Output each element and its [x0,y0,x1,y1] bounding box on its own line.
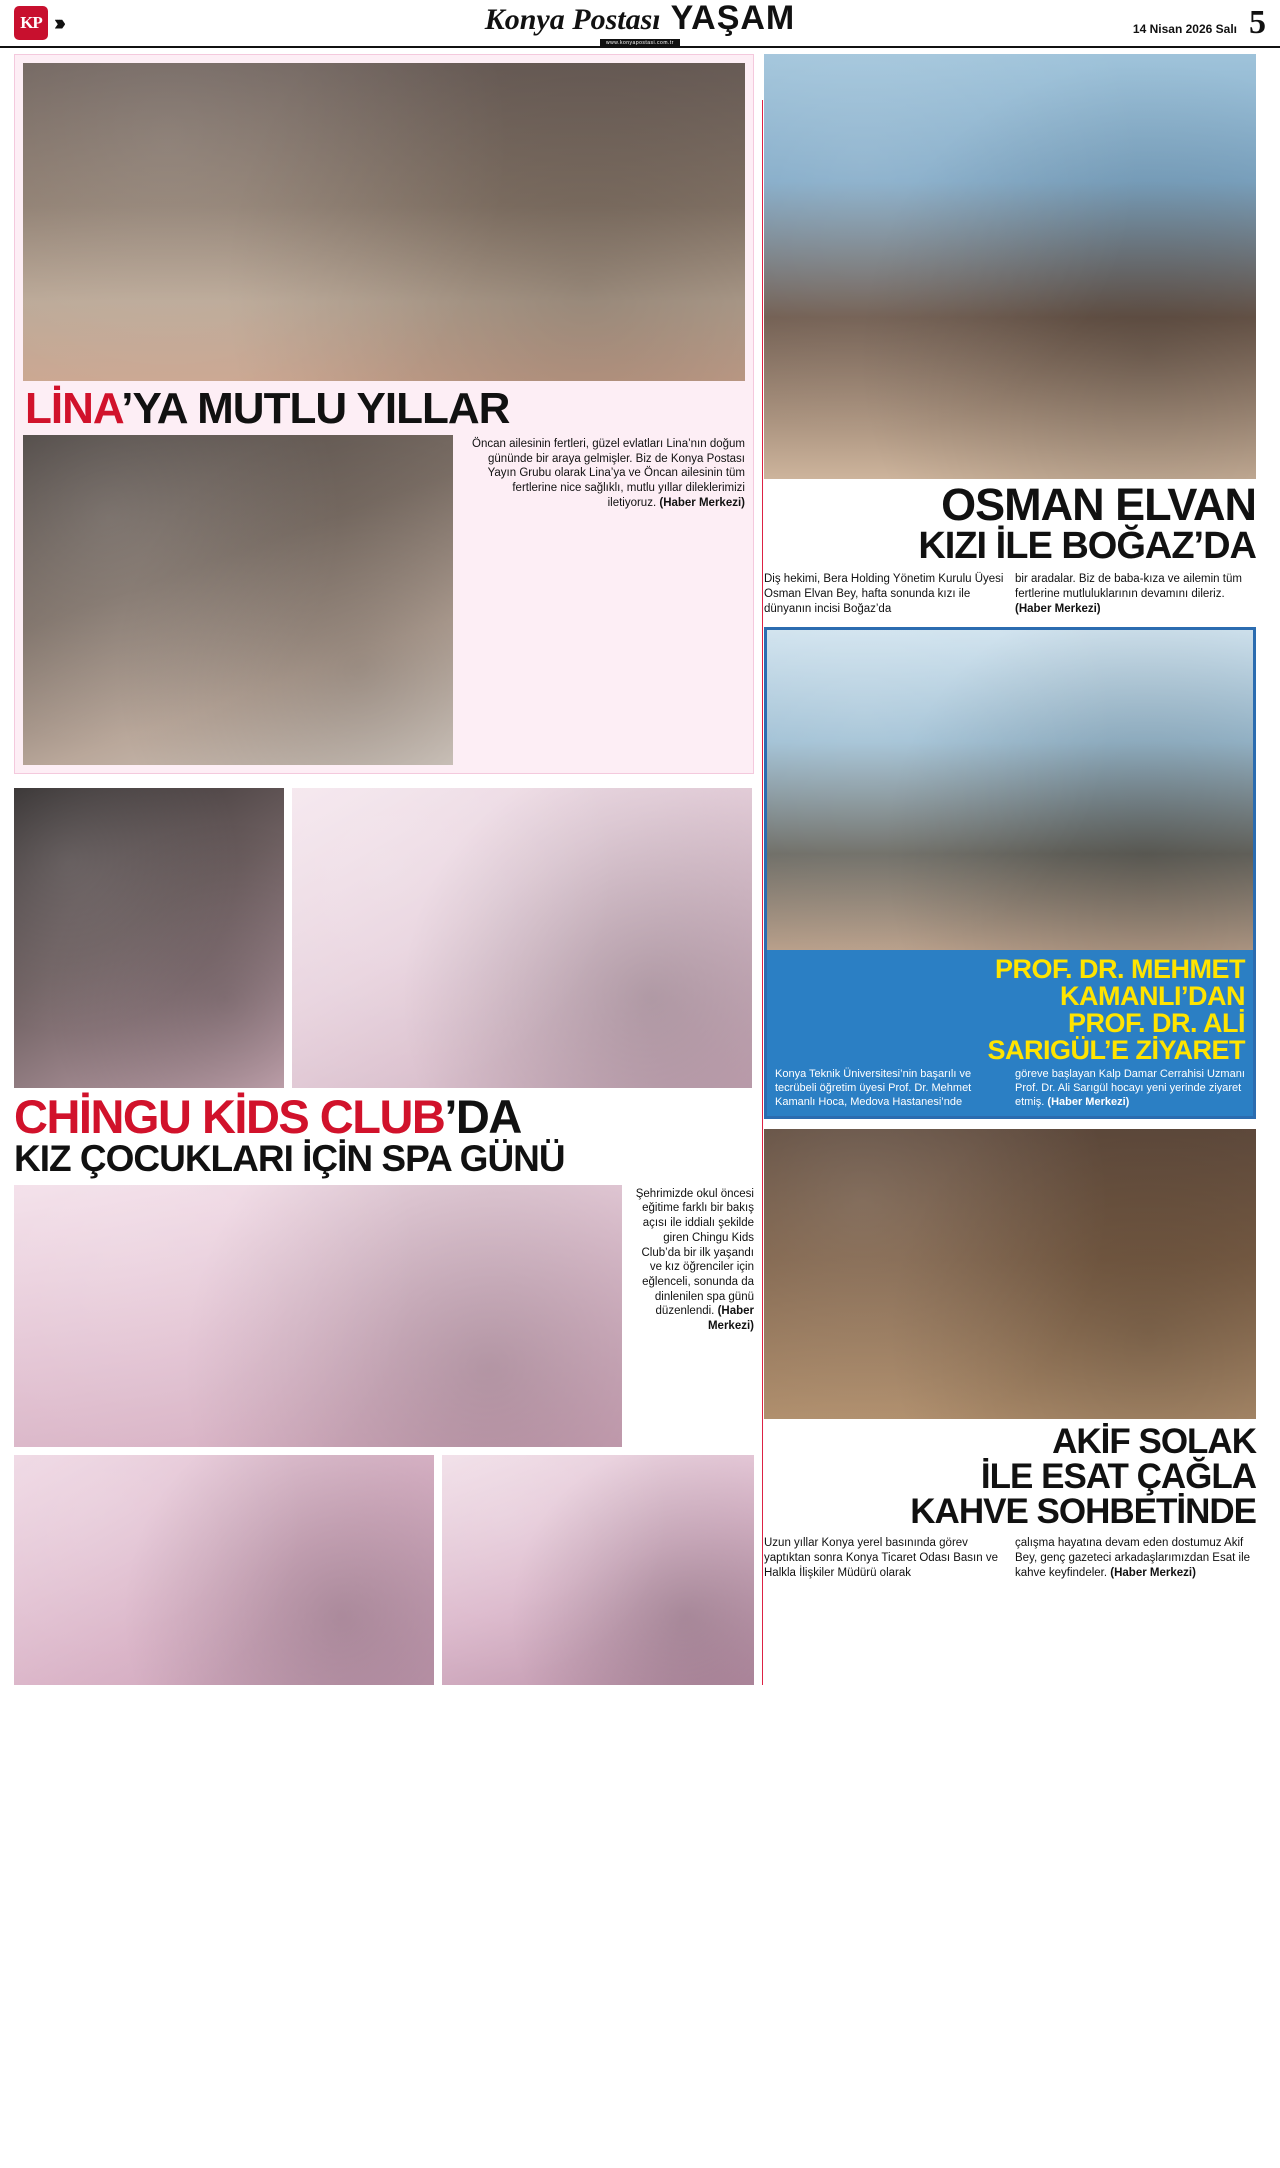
chingu-headline-line2: KIZ ÇOCUKLARI İÇİN SPA GÜNÜ [14,1138,565,1180]
kamanli-headline-line1: PROF. DR. MEHMET [994,954,1245,985]
akif-coffee-photo [764,1129,1256,1419]
story-lina [14,54,754,774]
lina-headline [25,384,745,433]
kamanli-headline-line2: KAMANLI’DAN [1060,981,1245,1012]
kamanli-headline [767,950,1253,1068]
chingu-photo-3 [14,1185,622,1447]
akif-headline-line3: KAHVE SOHBETİNDE [910,1492,1256,1532]
story-osman [764,54,1256,617]
lina-body-text [461,435,745,765]
chingu-source: (Haber Merkezi) [707,1305,754,1333]
chingu-photo-2 [292,788,752,1088]
masthead [0,0,1280,48]
lina-headline-part2: ’YA MUTLU YILLAR [121,384,510,433]
paper-name: Konya Postası [484,3,661,36]
akif-body-col1: Uzun yıllar Konya yerel basınında görev yaptıktan sonra Konya Ticaret Odası Basın ve Halkla İlişkiler Müdürü olarak [764,1537,998,1580]
osman-headline-line1: OSMAN ELVAN [941,479,1256,530]
story-chingu [14,788,754,1685]
chingu-photo-4 [14,1455,434,1685]
akif-headline-line1: AKİF SOLAK [1052,1422,1256,1462]
issue-date: 14 Nisan 2026 Salı [1132,21,1237,36]
lina-headline-part1: LİNA [25,384,122,433]
column-divider [762,100,763,1685]
akif-headline-line2: İLE ESAT ÇAĞLA [980,1457,1256,1497]
chingu-headline [14,1090,754,1180]
lina-body: Öncan ailesinin fertleri, güzel evlatları Lina’nın doğum gününde bir araya gelmişler. Biz de Konya Postası Yayın Grubu olarak Lina’ya ve Öncan ailesinin tüm fertlerine nice sağlıklı, mutlu yıllar dileklerimizi iletiyoruz. [472,438,745,509]
chingu-headline-part1: CHİNGU KİDS CLUB [14,1090,445,1143]
lina-source: (Haber Merkezi) [659,496,745,509]
kamanli-body-col2: göreve başlayan Kalp Damar Cerrahisi Uzmanı Prof. Dr. Ali Sarıgül hocayı yeni yerinde ziyaret etmiş. [1015,1068,1245,1108]
website-url: www.konyapostasi.com.tr [600,39,680,47]
akif-source: (Haber Merkezi) [1110,1567,1196,1580]
osman-bosphorus-photo [764,54,1256,479]
osman-body-text [764,572,1256,617]
page-number: 5 [1249,3,1266,41]
osman-body-col2: bir aradalar. Biz de baba-kıza ve ailemin tüm fertlerine mutluluklarının devamını dileriz. [1015,573,1242,601]
story-akif [764,1129,1256,1581]
chingu-photo-5 [442,1455,754,1685]
akif-body-text [764,1536,1256,1581]
masthead-right [1132,3,1266,41]
osman-source: (Haber Merkezi) [1015,603,1101,616]
lina-family-photo [23,435,453,765]
section-title: YAŞAM [670,0,796,37]
chingu-body-text [630,1185,754,1447]
chingu-body: Şehrimizde okul öncesi eğitime farklı bir bakış açısı ile iddialı şekilde giren Chingu Kids Club’da bir ilk yaşandı ve kız öğrenciler için eğlenceli, sonunda da dinlenilen spa günü düzenlendi. [635,1187,754,1318]
akif-body-col2-wrap [1015,1536,1256,1581]
kamanli-body-col1: Konya Teknik Üniversitesi’nin başarılı ve tecrübeli öğretim üyesi Prof. Dr. Mehmet Kamanlı Hoca, Medova Hastanesi’nde [775,1068,972,1108]
osman-body-col1: Diş hekimi, Bera Holding Yönetim Kurulu Üyesi Osman Elvan Bey, hafta sonunda kızı ile dünyanın incisi Boğaz’da [764,573,1004,616]
kamanli-body-text [767,1068,1253,1116]
right-column [764,54,1256,1685]
page-body [0,48,1280,1685]
kamanli-body-col2-wrap [1015,1068,1245,1109]
kamanli-source: (Haber Merkezi) [1047,1095,1130,1108]
masthead-center [0,0,1280,46]
logo-text: KP [20,13,42,32]
chingu-photo-1 [14,788,284,1088]
lina-birthday-photo [23,63,745,381]
akif-headline [764,1422,1256,1532]
kamanli-headline-line4: SARIGÜL’E ZİYARET [987,1035,1245,1066]
newspaper-logo [14,6,48,40]
kamanli-headline-line3: PROF. DR. ALİ [1067,1008,1245,1039]
chingu-headline-part2: ’DA [444,1090,521,1143]
kamanli-visit-photo [767,630,1253,950]
osman-headline [764,479,1256,568]
osman-headline-line2: KIZI İLE BOĞAZ’DA [918,525,1256,568]
left-column [14,54,754,1685]
story-kamanli [764,627,1256,1119]
osman-body-col2-wrap [1015,572,1256,617]
akif-body-col2: çalışma hayatına devam eden dostumuz Akif Bey, genç gazeteci arkadaşlarımızdan Esat ile kahve keyfindeler. [1015,1537,1251,1580]
chevrons-icon: ››› [54,10,61,35]
